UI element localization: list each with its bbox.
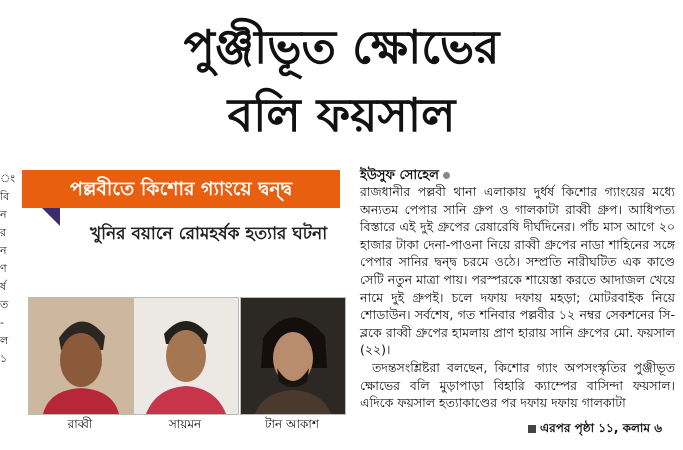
headline-line-2: বলি ফয়সাল bbox=[227, 88, 456, 142]
bullet-icon bbox=[443, 172, 450, 179]
square-bullet-icon bbox=[528, 425, 536, 433]
headline-line-1: পুঞ্জীভূত ক্ষোভের bbox=[183, 20, 500, 74]
article-paragraph: রাজধানীর পল্লবী থানা এলাকায় দুর্ধর্ষ কিশোর গ্যাংয়ের মধ্যে অন্যতম পেপার সানি গ্রুপ ও গালকাটা রাব্বী গ্রুপ। আধিপত্য বিস্তারে এই দুই গ্রুপের রেষারেষি দীর্ঘদিনের। পাঁচ মাস আগে ২০ হাজার টাকা দেনা-পাওনা নিয়ে রাব্বী গ্রুপের নাডা শাহিনের সঙ্গে পেপার সানির দ্বন্দ্ব চরমে ওঠে। সম্প্রতি নারীঘটিত এক কাণ্ডে সেটি নতুন মাত্রা পায়। পরস্পরকে শায়েস্তা করতে আদাজল খেয়ে নামে দুই গ্রুপই। চলে দফায় দফায় মহড়া; মোটরবাইক নিয়ে শোডাউন। সর্বশেষ, গত শনিবার পল্লবীর ১২ নম্বর সেকশনের সি-ব্লকে রাব্বী গ্রুপের হামলায় প্রাণ হারায় সানি গ্রুপের মো. ফয়সাল (২২)। bbox=[360, 184, 675, 358]
photo-caption: রাব্বী bbox=[67, 417, 93, 431]
photo-caption: সায়মন bbox=[168, 417, 202, 431]
adjacent-column-fragment: ং বি ন র ন ণ র্ষ ত - ল ১ bbox=[0, 172, 16, 365]
article-body bbox=[360, 183, 675, 412]
photo-saimon bbox=[133, 297, 239, 415]
photo-tan-akash bbox=[240, 297, 346, 415]
banner-pointer bbox=[42, 208, 60, 226]
photo-rabbi bbox=[28, 297, 134, 415]
article-paragraph: তদন্তসংশ্লিষ্টরা বলছেন, কিশোর গ্যাং অপসংস্কৃতির পুঞ্জীভূত ক্ষোভের বলি মুড়াপাড়া বিহারি ক্যাম্পের বাসিন্দা ফয়সাল। এদিকে ফয়সাল হত্যাকাণ্ডের পর দফায় দফায় গালকাটা bbox=[360, 359, 675, 411]
subheadline: খুনির বয়ানে রোমহর্ষক হত্যার ঘটনা bbox=[90, 224, 328, 244]
banner-kicker: পল্লবীতে কিশোর গ্যাংয়ে দ্বন্দ্ব bbox=[22, 170, 340, 208]
continuation-note bbox=[528, 420, 662, 440]
byline-name: ইউসুফ সোহেল bbox=[360, 168, 439, 183]
continuation-text: এরপর পৃষ্ঠা ১১, কলাম ৬ bbox=[540, 421, 663, 435]
photo-caption: টান আকাশ bbox=[265, 417, 319, 431]
